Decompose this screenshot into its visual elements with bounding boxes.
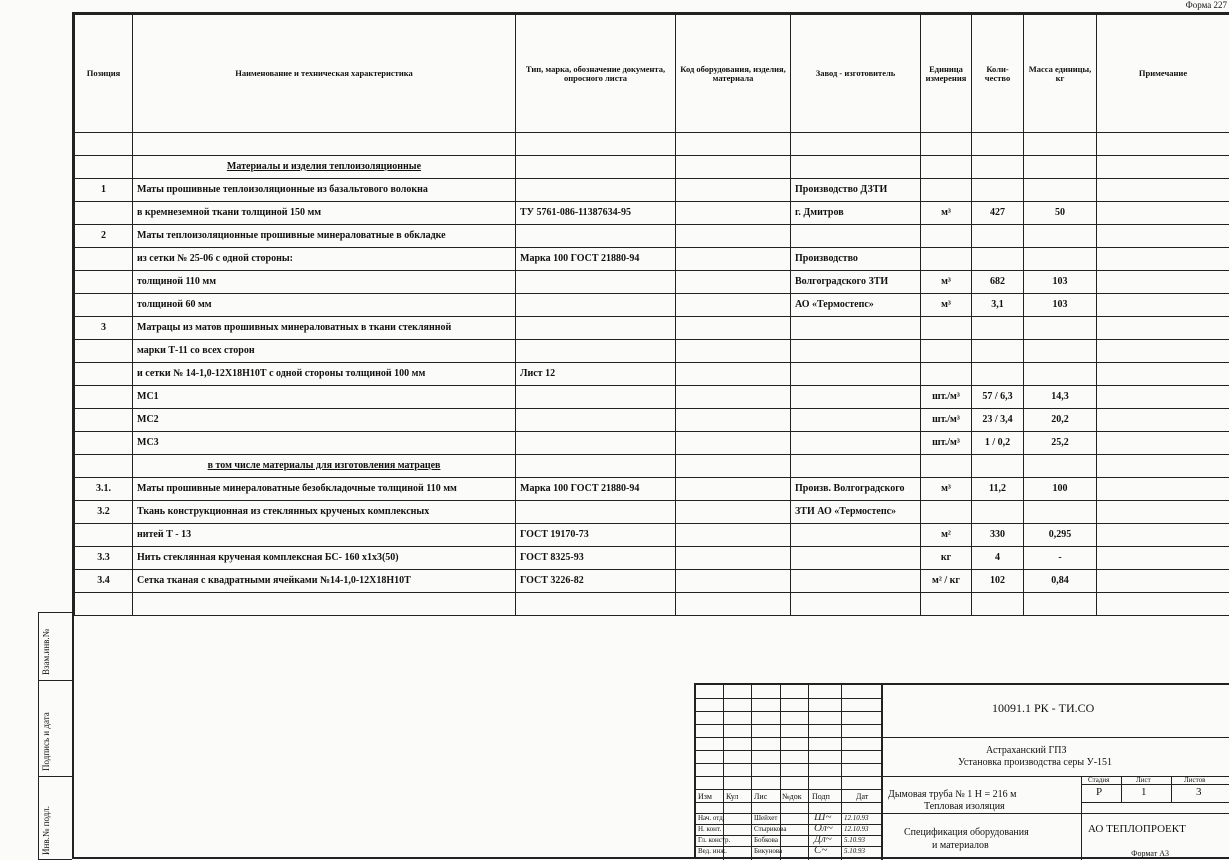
table-cell: [516, 179, 676, 202]
table-cell: [972, 501, 1024, 524]
table-cell: 330: [972, 524, 1024, 547]
form-label: Форма 227: [1185, 0, 1227, 10]
table-cell: [676, 570, 791, 593]
table-cell: 23 / 3,4: [972, 409, 1024, 432]
table-row: [75, 570, 1229, 593]
table-cell: [1097, 547, 1229, 570]
table-cell: из сетки № 25-06 с одной стороны:: [133, 248, 516, 271]
table-cell: [1024, 455, 1097, 478]
table-cell: [676, 524, 791, 547]
tb-role-3: Вед. инж.: [698, 847, 727, 855]
table-cell: [1024, 133, 1097, 156]
table-cell: ГОСТ 3226-82: [516, 570, 676, 593]
table-cell: нитей Т - 13: [133, 524, 516, 547]
table-row: [75, 133, 1229, 156]
table-cell: [516, 340, 676, 363]
table-row: [75, 317, 1229, 340]
title-block: [694, 683, 1229, 858]
sheets-label: Листов: [1184, 776, 1206, 784]
table-cell: [676, 294, 791, 317]
table-cell: [791, 593, 921, 616]
doc-code: 10091.1 РК - ТИ.СО: [992, 701, 1095, 715]
table-cell: [1024, 340, 1097, 363]
tb-date-1: 12.10.93: [844, 825, 869, 833]
table-cell: [1024, 225, 1097, 248]
table-cell: шт./м³: [921, 432, 972, 455]
table-cell: МС3: [133, 432, 516, 455]
table-cell: [791, 386, 921, 409]
table-cell: [676, 547, 791, 570]
table-cell: [921, 340, 972, 363]
table-cell: [1097, 432, 1229, 455]
table-cell: [1097, 593, 1229, 616]
signature-4: С~: [814, 844, 828, 856]
table-row: [75, 432, 1229, 455]
table-cell: [972, 133, 1024, 156]
table-cell: [1097, 455, 1229, 478]
table-cell: 427: [972, 202, 1024, 225]
table-cell: АО «Термостепс»: [791, 294, 921, 317]
table-cell: [75, 340, 133, 363]
table-cell: [791, 524, 921, 547]
table-cell: [1097, 202, 1229, 225]
table-row: [75, 501, 1229, 524]
table-cell: [921, 363, 972, 386]
tb-name-1: Стырикова: [754, 825, 787, 833]
table-cell: [75, 271, 133, 294]
table-cell: [791, 225, 921, 248]
table-cell: [921, 225, 972, 248]
table-cell: ГОСТ 19170-73: [516, 524, 676, 547]
table-row: [75, 455, 1229, 478]
table-cell: [516, 271, 676, 294]
signature-2: Ол~: [814, 822, 833, 834]
table-cell: [791, 156, 921, 179]
table-cell: [133, 133, 516, 156]
tb-role-0: Нач. отд.: [698, 814, 725, 822]
table-cell: м² / кг: [921, 570, 972, 593]
table-cell: МС1: [133, 386, 516, 409]
table-cell: [1097, 133, 1229, 156]
table-row: [75, 294, 1229, 317]
table-cell: [972, 317, 1024, 340]
table-cell: 1: [75, 179, 133, 202]
column-header: Позиция: [75, 15, 133, 133]
table-cell: 3,1: [972, 294, 1024, 317]
table-cell: -: [1024, 547, 1097, 570]
table-cell: [676, 179, 791, 202]
table-cell: Материалы и изделия теплоизоляционные: [133, 156, 516, 179]
table-cell: [1024, 593, 1097, 616]
table-cell: ГОСТ 8325-93: [516, 547, 676, 570]
table-cell: Маты теплоизоляционные прошивные минераловатные в обкладке: [133, 225, 516, 248]
table-cell: 3.2: [75, 501, 133, 524]
table-cell: [676, 340, 791, 363]
table-cell: [972, 156, 1024, 179]
table-cell: [1097, 294, 1229, 317]
table-cell: Производство ДЗТИ: [791, 179, 921, 202]
doc-name-line1: Спецификация оборудования: [904, 827, 1029, 838]
table-cell: [516, 501, 676, 524]
table-row: [75, 202, 1229, 225]
tb-col-lis: Лис: [754, 792, 768, 801]
table-cell: толщиной 60 мм: [133, 294, 516, 317]
table-cell: [75, 248, 133, 271]
strip-cell-podpis: [39, 681, 73, 777]
table-row: [75, 271, 1229, 294]
table-cell: [972, 248, 1024, 271]
table-cell: 100: [1024, 478, 1097, 501]
table-cell: Нить стеклянная крученая комплексная БС- 160 х1х3(50): [133, 547, 516, 570]
table-cell: [676, 455, 791, 478]
tb-col-podp: Подп: [812, 792, 830, 801]
table-cell: МС2: [133, 409, 516, 432]
tb-col-izm: Изм: [698, 792, 712, 801]
table-cell: Производство: [791, 248, 921, 271]
table-cell: [676, 593, 791, 616]
strip-label-inv: Инв.№ подл.: [41, 805, 51, 855]
table-row: [75, 156, 1229, 179]
signature-1: Ш~: [814, 811, 832, 823]
table-cell: в кремнеземной ткани толщиной 150 мм: [133, 202, 516, 225]
table-cell: [972, 363, 1024, 386]
table-cell: [676, 156, 791, 179]
table-cell: Произв. Волгоградского: [791, 478, 921, 501]
table-cell: [1097, 340, 1229, 363]
table-cell: [676, 478, 791, 501]
column-header: Код оборудования, изделия, материала: [676, 15, 791, 133]
table-cell: [676, 432, 791, 455]
table-cell: [791, 317, 921, 340]
table-cell: [1097, 179, 1229, 202]
table-cell: [75, 593, 133, 616]
table-cell: [921, 156, 972, 179]
table-cell: толщиной 110 мм: [133, 271, 516, 294]
table-cell: [516, 593, 676, 616]
table-cell: м²: [921, 524, 972, 547]
table-cell: 3.4: [75, 570, 133, 593]
column-header: Примечание: [1097, 15, 1229, 133]
table-row: [75, 179, 1229, 202]
table-cell: [516, 409, 676, 432]
table-cell: [972, 455, 1024, 478]
strip-cell-vzam: [39, 613, 73, 681]
strip-label-podpis: Подпись и дата: [41, 712, 51, 771]
table-row: [75, 363, 1229, 386]
table-cell: Ткань конструкционная из стеклянных крученых комплексных: [133, 501, 516, 524]
table-cell: [676, 225, 791, 248]
table-cell: [1024, 179, 1097, 202]
table-cell: 50: [1024, 202, 1097, 225]
table-cell: [1097, 386, 1229, 409]
table-cell: [516, 156, 676, 179]
table-cell: м³: [921, 271, 972, 294]
table-cell: 103: [1024, 294, 1097, 317]
table-cell: 25,2: [1024, 432, 1097, 455]
table-cell: Марка 100 ГОСТ 21880-94: [516, 478, 676, 501]
table-cell: [516, 432, 676, 455]
tb-col-ndok: №док: [782, 792, 802, 801]
table-cell: [133, 593, 516, 616]
table-row: [75, 524, 1229, 547]
table-cell: [1097, 317, 1229, 340]
table-cell: [791, 133, 921, 156]
table-cell: [516, 133, 676, 156]
table-cell: [1097, 524, 1229, 547]
table-cell: [75, 455, 133, 478]
tb-col-dat: Дат: [856, 792, 869, 801]
table-cell: [1097, 271, 1229, 294]
table-cell: [75, 409, 133, 432]
table-cell: 11,2: [972, 478, 1024, 501]
column-header: Единица измерения: [921, 15, 972, 133]
tb-name-2: Бобкова: [754, 836, 778, 844]
tb-name-0: Шейхет: [754, 814, 778, 822]
tb-date-2: 5.10.93: [844, 836, 865, 844]
table-cell: [676, 317, 791, 340]
strip-label-vzam: Взам.инв.№: [41, 628, 51, 675]
table-cell: [1097, 363, 1229, 386]
table-cell: 682: [972, 271, 1024, 294]
left-approval-strip: [38, 612, 72, 860]
table-cell: [75, 133, 133, 156]
table-cell: [516, 225, 676, 248]
table-cell: м³: [921, 478, 972, 501]
table-cell: [75, 202, 133, 225]
table-cell: [921, 248, 972, 271]
table-row: [75, 386, 1229, 409]
table-cell: [676, 363, 791, 386]
table-cell: шт./м³: [921, 386, 972, 409]
table-cell: [972, 593, 1024, 616]
table-header-row: [75, 15, 1229, 133]
table-cell: [1024, 363, 1097, 386]
table-cell: [75, 156, 133, 179]
signature-3: Дл~: [814, 833, 832, 845]
table-cell: [1097, 478, 1229, 501]
table-cell: [676, 133, 791, 156]
table-cell: [972, 225, 1024, 248]
plant-name: Установка производства серы У-151: [958, 757, 1113, 768]
table-cell: Маты прошивные минераловатные безобкладочные толщиной 110 мм: [133, 478, 516, 501]
column-header: Тип, марка, обозначение документа, опросного листа: [516, 15, 676, 133]
table-cell: [1097, 156, 1229, 179]
table-cell: 102: [972, 570, 1024, 593]
table-cell: г. Дмитров: [791, 202, 921, 225]
table-cell: [1097, 570, 1229, 593]
table-cell: Матрацы из матов прошивных минераловатных в ткани стеклянной: [133, 317, 516, 340]
table-row: [75, 248, 1229, 271]
table-cell: [1097, 248, 1229, 271]
table-cell: [791, 432, 921, 455]
specification-table: [74, 14, 1229, 616]
table-row: [75, 340, 1229, 363]
table-cell: [1097, 409, 1229, 432]
table-cell: 1 / 0,2: [972, 432, 1024, 455]
table-cell: м³: [921, 294, 972, 317]
company-name: Астраханский ГПЗ: [986, 745, 1067, 756]
tb-name-3: Бикунова: [754, 847, 783, 855]
table-cell: [676, 271, 791, 294]
sheet-value: 1: [1141, 786, 1147, 798]
table-cell: [791, 455, 921, 478]
table-cell: [516, 294, 676, 317]
tb-col-kul: Кул: [726, 792, 739, 801]
table-cell: 4: [972, 547, 1024, 570]
table-cell: [1024, 501, 1097, 524]
table-cell: [1024, 156, 1097, 179]
table-row: [75, 478, 1229, 501]
table-cell: [1097, 501, 1229, 524]
stage-label: Стадия: [1088, 776, 1110, 784]
table-cell: [75, 432, 133, 455]
sheet-label: Лист: [1136, 776, 1151, 784]
table-cell: [676, 202, 791, 225]
table-cell: [676, 409, 791, 432]
table-cell: марки Т-11 со всех сторон: [133, 340, 516, 363]
table-cell: [921, 501, 972, 524]
table-cell: ТУ 5761-086-11387634-95: [516, 202, 676, 225]
table-cell: [791, 409, 921, 432]
table-cell: Сетка тканая с квадратными ячейками №14-1,0-12Х18Н10Т: [133, 570, 516, 593]
table-cell: [75, 294, 133, 317]
table-cell: Маты прошивные теплоизоляционные из базальтового волокна: [133, 179, 516, 202]
table-cell: [791, 547, 921, 570]
table-cell: [676, 386, 791, 409]
table-row: [75, 225, 1229, 248]
tb-date-0: 12.10.93: [844, 814, 869, 822]
tb-role-1: Н. конт.: [698, 825, 722, 833]
table-row: [75, 593, 1229, 616]
sheets-value: 3: [1196, 786, 1202, 798]
table-cell: кг: [921, 547, 972, 570]
column-header: Коли-чество: [972, 15, 1024, 133]
table-cell: [791, 340, 921, 363]
table-cell: шт./м³: [921, 409, 972, 432]
table-cell: [676, 248, 791, 271]
column-header: Масса единицы, кг: [1024, 15, 1097, 133]
table-cell: [791, 363, 921, 386]
table-cell: [516, 386, 676, 409]
column-header: Завод - изготовитель: [791, 15, 921, 133]
object-line2: Тепловая изоляция: [924, 801, 1005, 812]
table-cell: 3.3: [75, 547, 133, 570]
table-cell: и сетки № 14-1,0-12Х18Н10Т с одной стороны толщиной 100 мм: [133, 363, 516, 386]
table-cell: Волгоградского ЗТИ: [791, 271, 921, 294]
table-cell: 0,295: [1024, 524, 1097, 547]
table-cell: [921, 593, 972, 616]
stage-value: Р: [1096, 786, 1103, 798]
table-cell: [75, 386, 133, 409]
table-cell: [1024, 248, 1097, 271]
table-row: [75, 547, 1229, 570]
object-line1: Дымовая труба № 1 Н = 216 м: [888, 789, 1017, 800]
table-cell: 0,84: [1024, 570, 1097, 593]
org-name: АО ТЕПЛОПРОЕКТ: [1088, 823, 1186, 835]
table-cell: 3: [75, 317, 133, 340]
table-cell: [1024, 317, 1097, 340]
table-cell: [972, 340, 1024, 363]
table-cell: 103: [1024, 271, 1097, 294]
table-cell: ЗТИ АО «Термостепс»: [791, 501, 921, 524]
table-cell: 3.1.: [75, 478, 133, 501]
table-cell: [1097, 225, 1229, 248]
table-cell: [921, 179, 972, 202]
tb-date-3: 5.10.93: [844, 847, 865, 855]
table-cell: Лист 12: [516, 363, 676, 386]
table-cell: [791, 570, 921, 593]
table-cell: [516, 455, 676, 478]
table-cell: [75, 524, 133, 547]
table-cell: 20,2: [1024, 409, 1097, 432]
table-cell: [75, 363, 133, 386]
table-cell: [921, 455, 972, 478]
table-cell: [921, 317, 972, 340]
format-label: Формат А3: [1131, 849, 1169, 858]
table-cell: м³: [921, 202, 972, 225]
strip-cell-inv: [39, 777, 73, 859]
table-cell: [516, 317, 676, 340]
table-cell: [676, 501, 791, 524]
table-cell: 57 / 6,3: [972, 386, 1024, 409]
doc-name-line2: и материалов: [932, 840, 989, 851]
table-cell: [921, 133, 972, 156]
table-cell: [972, 179, 1024, 202]
column-header: Наименование и техническая характеристика: [133, 15, 516, 133]
table-cell: 2: [75, 225, 133, 248]
table-cell: в том числе материалы для изготовления матрацев: [133, 455, 516, 478]
tb-role-2: Гл. констр.: [698, 836, 731, 844]
table-cell: Марка 100 ГОСТ 21880-94: [516, 248, 676, 271]
table-cell: 14,3: [1024, 386, 1097, 409]
table-row: [75, 409, 1229, 432]
